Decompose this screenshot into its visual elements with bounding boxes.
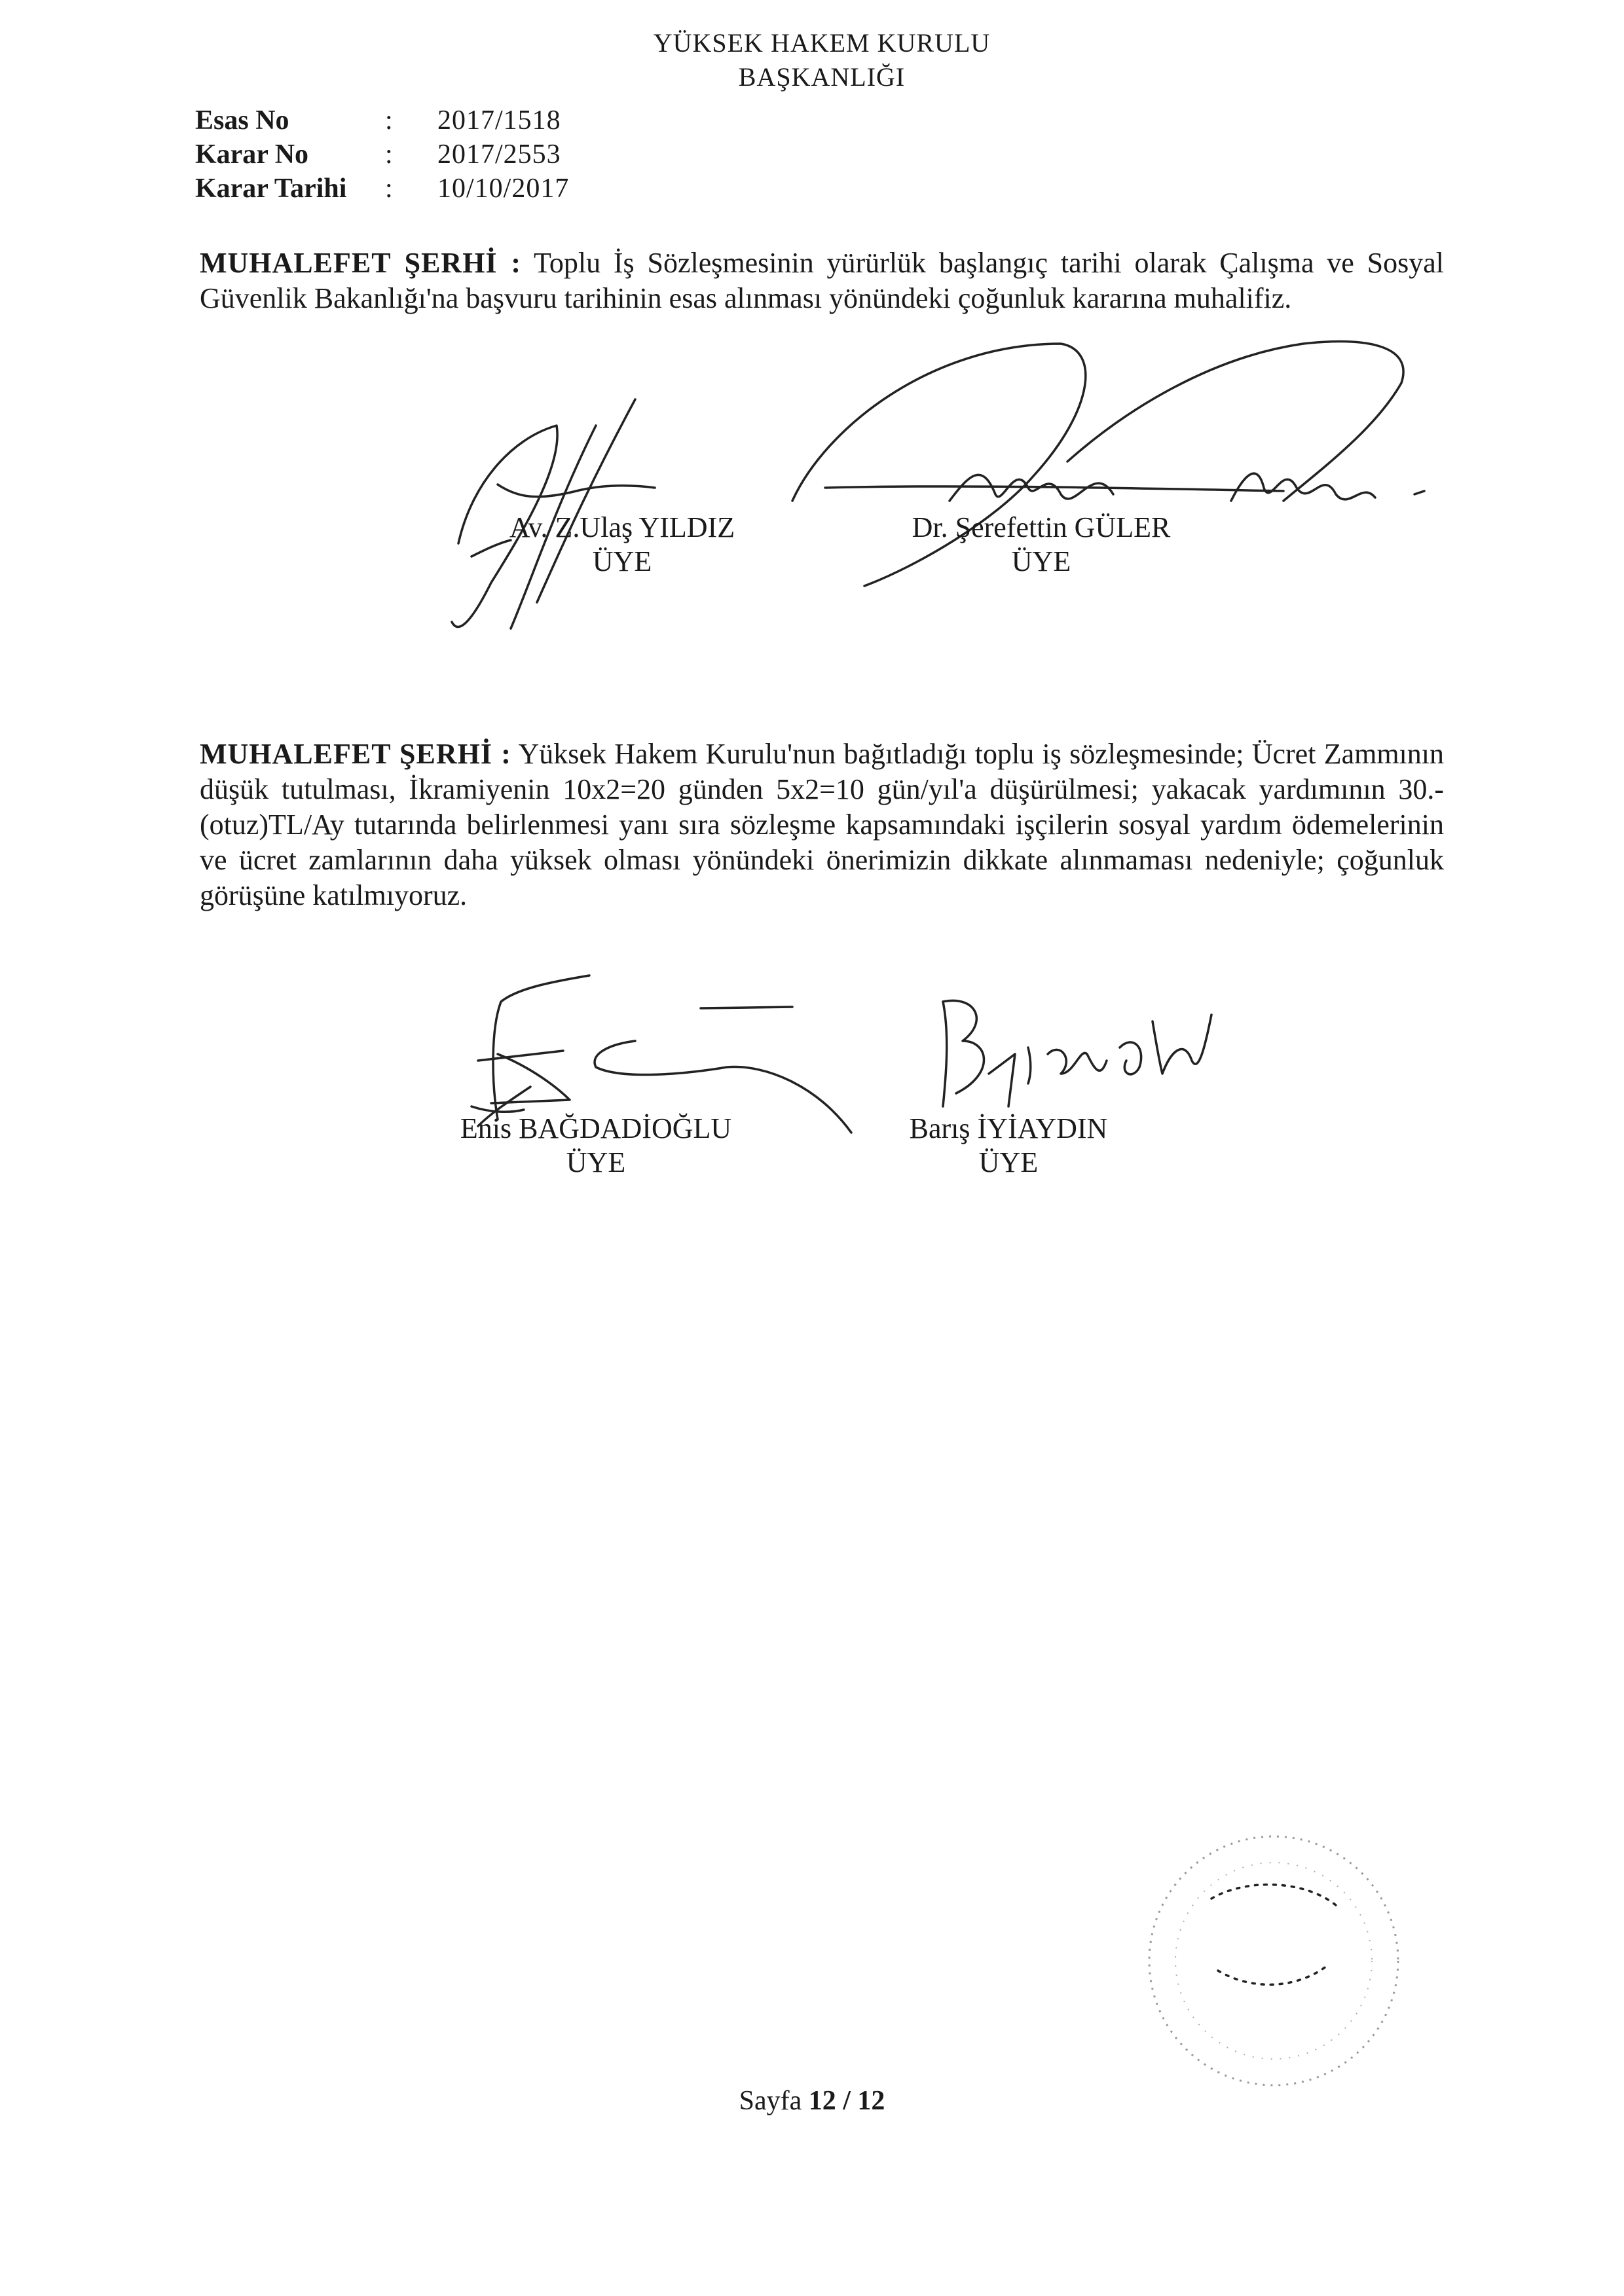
meta-row-esas <box>195 105 561 136</box>
meta-separator: : <box>385 139 393 170</box>
institution-name: YÜKSEK HAKEM KURULU <box>653 28 991 58</box>
page-number <box>681 2085 943 2117</box>
dissent-text: Toplu İş Sözleşmesinin yürürlük başlangıç tarihi olarak Çalışma ve Sosyal Güvenlik Bakanlığı'na başvuru tarihinin esas alınması yönündeki çoğunluk kararına muhalifiz. <box>200 247 1444 314</box>
page-label: Sayfa <box>739 2086 802 2116</box>
signature-role-yildiz: ÜYE <box>592 545 652 577</box>
page-total: 12 <box>857 2086 885 2116</box>
meta-value: 10/10/2017 <box>437 173 570 204</box>
signature-name-iyiaydin: Barış İYİAYDIN <box>909 1112 1108 1144</box>
signature-name-yildiz: Av. Z.Ulaş YILDIZ <box>509 511 735 543</box>
signature-role-iyiaydin: ÜYE <box>978 1146 1039 1178</box>
meta-value: 2017/1518 <box>437 105 561 136</box>
meta-separator: : <box>385 105 393 136</box>
signature-iyiaydin <box>917 975 1231 1120</box>
meta-label: Karar Tarihi <box>195 173 347 204</box>
signature-role-guler: ÜYE <box>1011 545 1071 577</box>
meta-label: Esas No <box>195 105 289 136</box>
official-stamp <box>1133 1820 1414 2102</box>
meta-value: 2017/2553 <box>437 139 561 170</box>
meta-separator: : <box>385 173 393 204</box>
dissent-paragraph-2 <box>200 737 1444 913</box>
signature-name-guler: Dr. Şerefettin GÜLER <box>912 511 1171 543</box>
dissent-heading: MUHALEFET ŞERHİ : <box>200 738 511 770</box>
institution-subtitle: BAŞKANLIĞI <box>738 62 906 92</box>
signature-role-bagdadioglu: ÜYE <box>566 1146 626 1178</box>
meta-row-karar-tarihi <box>195 173 569 204</box>
meta-row-karar <box>195 139 561 170</box>
dissent-paragraph-1 <box>200 246 1444 316</box>
page-current: 12 <box>808 2086 836 2116</box>
signature-name-bagdadioglu: Enis BAĞDADİOĞLU <box>460 1112 732 1144</box>
dissent-heading: MUHALEFET ŞERHİ : <box>200 247 522 279</box>
meta-label: Karar No <box>195 139 309 170</box>
dissent-text: Yüksek Hakem Kurulu'nun bağıtladığı toplu iş sözleşmesinde; Ücret Zammının düşük tutulması, İkramiyenin 10x2=20 günden 5x2=10 gün/yıl'a düşürülmesi; yakacak yardımının 30.-(otuz)TL/Ay tutarında belirlenmesi yanı sıra sözleşme kapsamındaki işçilerin sosyal yardım ödemelerinin ve ücret zamlarının daha yüksek olması yönündeki önerimizin dikkate alınmaması nedeniyle; çoğunluk görüşüne katılmıyoruz. <box>200 738 1444 911</box>
page-separator: / <box>843 2086 851 2116</box>
